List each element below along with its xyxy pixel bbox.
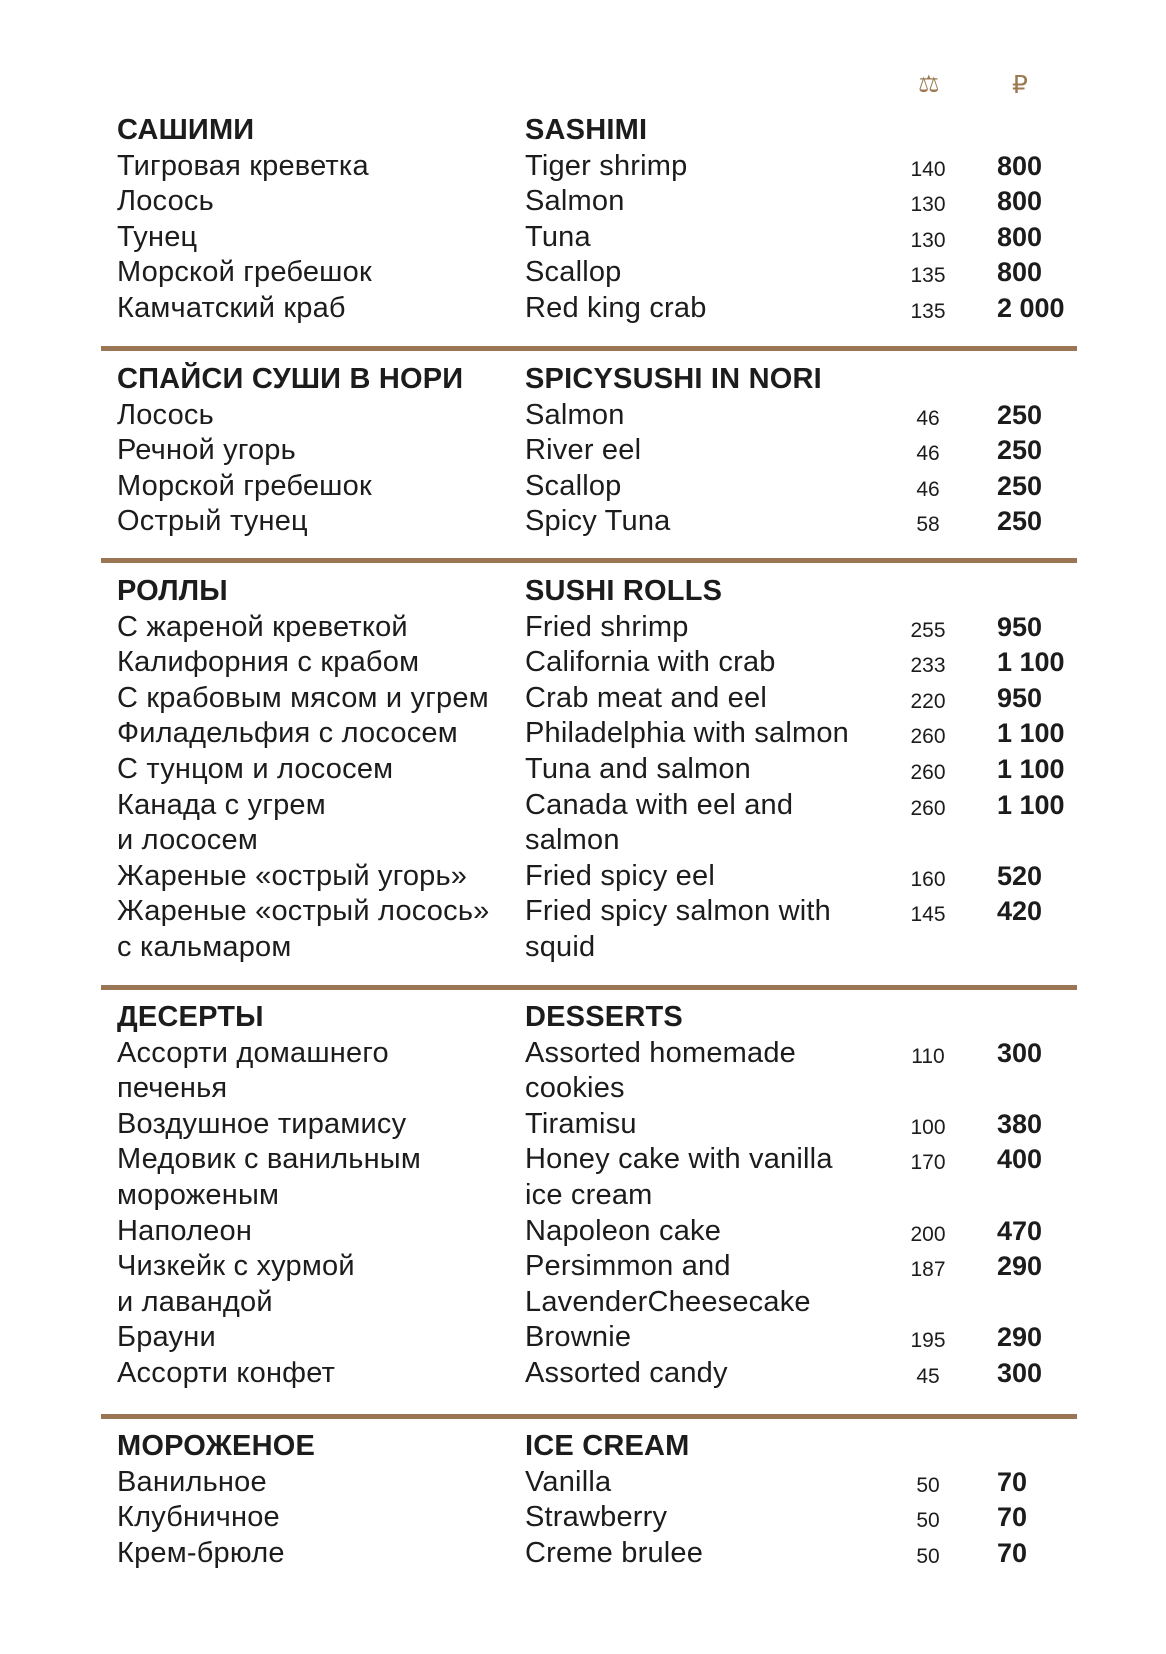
item-name-ru: Жареные «острый лосось» [117,895,490,928]
item-weight: 233 [910,654,946,678]
item-name-ru: Ассорти домашнего [117,1036,389,1069]
item-weight: 260 [910,761,946,784]
section-title-ru: СПАЙСИ СУШИ В НОРИ [117,363,464,395]
item-weight: 140 [910,157,946,181]
item-price: 250 [997,506,1043,537]
item-price: 420 [997,896,1043,927]
item-name-en: Fried spicy eel [525,859,715,892]
item-name-ru: Ассорти конфет [117,1357,336,1389]
item-name-en: Fried spicy salmon with [525,895,831,928]
item-name-ru: Брауни [117,1321,216,1354]
item-price: 800 [997,186,1043,217]
item-price: 400 [997,1144,1043,1175]
item-name-en: Tiger shrimp [525,149,688,182]
item-price: 250 [997,399,1043,430]
item-name-ru: Клубничное [117,1501,280,1534]
item-name-ru: Лосось [117,398,214,431]
section-divider [101,985,1077,990]
item-name-ru: Крем-брюле [117,1536,285,1569]
item-name-ru: Камчатский краб [117,292,346,324]
item-weight: 46 [916,442,940,466]
item-name-en: Red king crab [525,292,707,324]
item-price: 800 [997,257,1043,288]
section-title-en: SUSHI ROLLS [525,575,723,607]
item-name-ru: Острый тунец [117,505,308,538]
item-name-ru: Жареные «острый угорь» [117,859,468,892]
item-name-en: Assorted homemade [525,1036,796,1069]
item-name-en: Assorted candy [525,1357,728,1389]
item-weight: 135 [910,300,946,323]
item-price: 520 [997,860,1043,891]
item-price: 70 [997,1537,1028,1568]
item-weight: 50 [916,1544,940,1568]
item-weight: 200 [910,1222,946,1246]
section-divider [101,558,1077,563]
section-title-ru: САШИМИ [117,114,255,146]
item-price: 70 [997,1466,1028,1497]
item-name-en: River eel [525,434,642,467]
item-price: 950 [997,611,1043,642]
item-weight: 50 [916,1509,940,1533]
item-price: 300 [997,1358,1043,1388]
item-name-en: Salmon [525,398,625,431]
item-name-en: Salmon [525,185,625,218]
item-name-en: Tuna [525,220,591,253]
item-price: 300 [997,1037,1043,1068]
item-price: 380 [997,1108,1043,1139]
item-weight: 110 [911,1044,945,1068]
item-name-en: Vanilla [525,1465,612,1498]
item-price: 950 [997,682,1043,713]
item-price: 250 [997,470,1043,501]
item-weight: 195 [910,1329,946,1353]
item-name-en: ice cream [525,1178,653,1211]
section-title-en: SPICYSUSHI IN NORI [525,363,822,395]
item-name-ru: С тунцом и лососем [117,753,394,785]
item-name-ru: Канада с угрем [117,788,326,821]
item-name-ru: печенья [117,1072,228,1105]
item-name-ru: Лосось [117,185,214,218]
item-name-en: Canada with eel and [525,788,794,821]
section-title-ru: МОРОЖЕНОЕ [117,1430,316,1462]
item-name-en: squid [525,930,596,963]
section-title-en: SASHIMI [525,114,648,146]
section-divider [101,1414,1077,1419]
item-price: 250 [997,435,1043,466]
item-weight: 160 [910,867,946,891]
item-name-ru: и лососем [117,824,258,857]
weight-scale-icon: ⚖ [918,71,940,98]
item-name-ru: С жареной креветкой [117,610,408,643]
item-name-ru: Калифорния с крабом [117,646,420,679]
item-name-en: Crab meat and eel [525,681,767,714]
section-title-en: ICE CREAM [525,1430,690,1462]
item-weight: 135 [910,264,946,288]
item-name-ru: и лавандой [117,1285,273,1318]
item-price: 2 000 [997,293,1065,323]
item-name-en: Scallop [525,256,622,289]
item-name-ru: Морской гребешок [117,469,372,502]
item-price: 290 [997,1251,1043,1282]
item-price: 1 100 [997,647,1065,678]
item-name-en: Honey cake with vanilla [525,1143,833,1176]
item-price: 800 [997,150,1043,181]
item-weight: 46 [916,477,940,501]
item-name-ru: Филадельфия с лососем [117,717,458,750]
item-name-ru: Речной угорь [117,434,296,467]
item-name-ru: Тунец [117,220,198,253]
item-name-en: LavenderCheesecake [525,1285,811,1318]
item-name-en: Fried shrimp [525,610,689,643]
item-name-en: Spicy Tuna [525,505,671,538]
item-price: 290 [997,1322,1043,1353]
item-price: 1 100 [997,789,1065,820]
item-name-en: Scallop [525,469,622,502]
item-name-en: Napoleon cake [525,1214,722,1247]
item-name-en: salmon [525,824,620,857]
item-name-ru: Медовик с ванильным [117,1143,421,1176]
section-title-en: DESSERTS [525,1001,683,1033]
item-price: 1 100 [997,718,1065,749]
item-name-en: cookies [525,1072,625,1105]
item-price: 800 [997,221,1043,252]
item-weight: 260 [910,725,946,749]
item-name-ru: С крабовым мясом и угрем [117,681,489,714]
item-name-en: Creme brulee [525,1536,704,1569]
item-name-en: Persimmon and [525,1250,731,1283]
item-name-ru: Морской гребешок [117,256,372,289]
item-name-ru: с кальмаром [117,930,292,963]
item-name-en: California with crab [525,646,776,679]
item-price: 1 100 [997,754,1065,784]
item-weight: 45 [916,1365,940,1388]
section-title-ru: РОЛЛЫ [117,575,228,607]
item-weight: 145 [910,903,946,927]
item-weight: 58 [916,513,940,537]
item-name-ru: мороженым [117,1178,280,1211]
item-weight: 46 [916,406,940,430]
item-name-en: Philadelphia with salmon [525,717,849,750]
item-weight: 260 [910,796,946,820]
section-title-ru: ДЕСЕРТЫ [117,1001,264,1033]
item-name-ru: Воздушное тирамису [117,1107,407,1140]
item-name-en: Tuna and salmon [525,753,752,785]
section-divider [101,346,1077,351]
ruble-icon: ₽ [1012,71,1028,99]
item-weight: 100 [910,1115,946,1139]
item-weight: 255 [910,618,946,642]
item-price: 470 [997,1215,1043,1246]
item-weight: 170 [910,1151,946,1175]
item-weight: 130 [910,228,946,252]
item-name-ru: Наполеон [117,1214,253,1247]
item-name-ru: Тигровая креветка [117,149,369,182]
item-weight: 130 [910,193,946,217]
item-name-en: Brownie [525,1321,632,1354]
item-weight: 50 [916,1473,940,1497]
item-name-en: Tiramisu [525,1107,637,1140]
item-name-en: Strawberry [525,1501,668,1534]
item-price: 70 [997,1502,1028,1533]
item-weight: 187 [910,1258,946,1282]
item-name-ru: Чизкейк с хурмой [117,1250,355,1283]
item-weight: 220 [910,689,946,713]
item-name-ru: Ванильное [117,1465,267,1498]
